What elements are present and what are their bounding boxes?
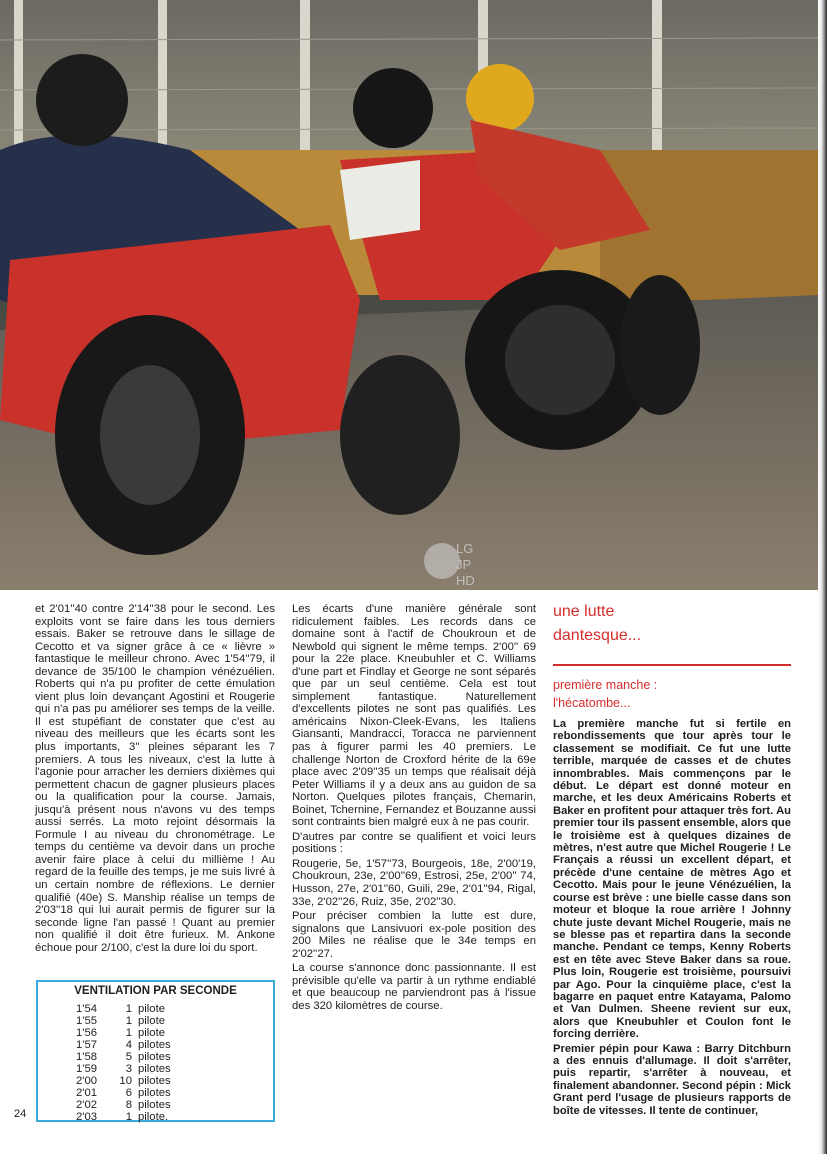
subtitle <box>553 676 791 712</box>
paragraph: Rougerie, 5e, 1'57''73, Bourgeois, 18e, 2'00'19, Choukroun, 23e, 2'00''69, Estrosi, 25e, 2'00'' 74, Husson, 27e, 2'01''60, Guili, 29e, 2'01''94, Rigal, 33e, 2'02''26, Ruiz, 35e, 2'02''30. <box>292 857 536 908</box>
ventilation-count: 3 <box>125 1063 132 1075</box>
page-number: 24 <box>14 1108 27 1120</box>
ventilation-unit: pilote <box>138 1015 166 1027</box>
paragraph: Pour préciser combien la lutte est dure, signalons que Lansivuori ex-pole position des 200 Miles ne réalise que le 34e temps en 2'02''27. <box>292 910 536 960</box>
ventilation-row <box>76 1003 171 1015</box>
ventilation-unit: pilote. <box>138 1111 169 1123</box>
section-body <box>553 718 791 1117</box>
section-title-line2: dantesque... <box>553 627 642 644</box>
ventilation-count: 8 <box>125 1099 132 1111</box>
title-divider <box>553 664 791 666</box>
ventilation-count: 1 <box>125 1027 132 1039</box>
ventilation-unit: pilotes <box>138 1099 171 1111</box>
ventilation-row <box>76 1075 171 1087</box>
ventilation-unit: pilote <box>138 1003 166 1015</box>
ventilation-count: 6 <box>125 1087 132 1099</box>
ventilation-time: 1'59 <box>76 1063 98 1075</box>
svg-text:LG: LG <box>456 541 474 556</box>
ventilation-row <box>76 1063 171 1075</box>
page-edge <box>818 0 827 1154</box>
ventilation-row <box>76 1051 171 1063</box>
ventilation-title: VENTILATION PAR SECONDE <box>74 985 237 997</box>
paragraph: La course s'annonce donc passionnante. Il est prévisible qu'elle va partir à un rythme endiablé et que beaucoup ne parviendront pas à l'issue des 320 kilomètres de course. <box>292 962 536 1012</box>
ventilation-row <box>76 1015 171 1027</box>
ventilation-table <box>76 1003 171 1123</box>
ventilation-time: 2'02 <box>76 1099 98 1111</box>
ventilation-unit: pilotes <box>138 1039 171 1051</box>
paragraph: D'autres par contre se qualifient et voici leurs positions : <box>292 830 536 856</box>
paragraph: Les écarts d'une manière générale sont ridiculement faibles. Les records dans ce domaine sont à l'actif de Choukroun et de Newbold qui signent le même temps. 2'00'' 69 pour la 22e place. Kneubuhler et C. Williams d'une part et Findlay et George ne sont séparés que par un seul centième. Cela est tout simplement fantastique. Naturellement d'excellents pilotes ne sont pas qualifiés. Les américains Nixon-Cleek-Evans, les Italiens Giansanti, Mandracci, Toracca ne parviennent pas à figurer parmi les 40 premiers. Le challenge Norton de Croxford hérite de la 69e place avec 2'09''35 un temps que réalisait déjà Peter Williams il y a deux ans au guidon de sa Norton. Quelques pilotes français, Chemarin, Boinet, Tchernine, Fernandez et Bouzanne aussi sont contraints bien malgré eux à ne pas courir. <box>292 603 536 829</box>
subtitle-line2: l'hécatombe... <box>553 696 631 710</box>
ventilation-time: 1'57 <box>76 1039 98 1051</box>
ventilation-count: 10 <box>119 1075 132 1087</box>
ventilation-row <box>76 1027 171 1039</box>
ventilation-unit: pilotes <box>138 1051 171 1063</box>
paragraph: et 2'01''40 contre 2'14''38 pour le second. Les exploits vont se faire dans les tous derniers essais. Baker se retrouve dans le sillage de Cecotto et va signer grâce à ce « lièvre » fantastique le meilleur chrono. Avec 1'54''79, il devance de 35/100 le champion vénézuélien. Roberts qui n'a pu profiter de cette émulation vient plus loin devançant Agostini et Rougerie qui n'a pas pu améliorer ses temps de la veille. Il est stupéfiant de constater que c'est au niveau des meilleurs que les écarts sont les plus importants, 3'' pleines séparant les 7 premiers. A tous les niveaux, c'est la lutte à l'agonie pour arracher les derniers dixièmes qui permettent chacun de gagner plusieurs places ou la qualification pour la course. Jamais, jusqu'à présent nous n'avons vu des temps aussi serrés. La moto rejoint désormais la Formule I au niveau du chronométrage. Le temps du centième va devoir dans un proche avenir faire place à celui du millième ! Au regard de la feuille des temps, je me suis livré à un certain nombre de réflexions. Le dernier qualifié (40e) S. Manship réalise un temps de 2'03''18 qui lui aurait permis de figurer sur la seconde ligne l'an passé ! Quant au premier non qualifié il doit être furieux. M. Ankone échoue pour 2/100, c'est la dure loi du sport. <box>35 603 275 954</box>
paragraph: Premier pépin pour Kawa : Barry Ditchburn a des ennuis d'allumage. Il doit s'arrêter, puis repartir, s'arrêter à nouveau, et finalement abandonner. Second pépin : Mick Grant perd l'usage de plusieurs rapports de boîte de vitesses. Il tente de continuer, <box>553 1042 791 1117</box>
ventilation-row <box>76 1039 171 1051</box>
ventilation-count: 1 <box>125 1015 132 1027</box>
paragraph: La première manche fut si fertile en rebondissements que tour après tour le classement se modifiait. Ce fut une lutte terrible, marquée de casses et de chutes innombrables. Mais commençons par le début. Le départ est donné moteur en marche, et les deux Américains Roberts et Baker en profitent pour attaquer très fort. Au premier tour ils passent ensemble, alors que le troisième est à quelques dizaines de mètres, n'est autre que Michel Rougerie ! Le Français a réussi un excellent départ, et précède d'une centaine de mètres Ago et Cecotto. Mais pour le jeune Vénézuélien, la course est brève : une bielle casse dans son moteur et bloque la roue arrière ! Johnny chute juste devant Michel Rougerie, mais ne se blesse pas et repartira dans la seconde manche. Pendant ce temps, Kenny Roberts est en tête avec Steve Baker dans sa roue. Plus loin, Rougerie est troisième, poursuivi par Ago. Pour la cinquième place, c'est la bagarre en paquet entre Katayama, Palomo et Van Dulmen. Sheene revient sur eux, alors que Kneubuhler et Coulon font le forcing derrière. <box>553 718 791 1041</box>
svg-text:HD: HD <box>456 573 475 588</box>
ventilation-count: 1 <box>125 1111 132 1123</box>
watermark-icon <box>420 535 482 593</box>
article-column-2 <box>292 603 536 1015</box>
subtitle-line1: première manche : <box>553 678 658 692</box>
ventilation-time: 1'54 <box>76 1003 98 1015</box>
article-column-3 <box>553 600 791 1119</box>
ventilation-time: 2'01 <box>76 1087 98 1099</box>
ventilation-unit: pilotes <box>138 1075 171 1087</box>
ventilation-time: 2'03 <box>76 1111 98 1123</box>
section-title-line1: une lutte <box>553 603 615 620</box>
ventilation-count: 1 <box>125 1003 132 1015</box>
ventilation-row <box>76 1111 171 1123</box>
svg-text:JP: JP <box>456 557 472 572</box>
ventilation-time: 2'00 <box>76 1075 98 1087</box>
ventilation-count: 5 <box>125 1051 132 1063</box>
ventilation-count: 4 <box>125 1039 132 1051</box>
ventilation-box <box>36 980 275 1122</box>
ventilation-unit: pilote <box>138 1027 166 1039</box>
watermark-logo <box>420 535 482 593</box>
ventilation-row <box>76 1087 171 1099</box>
article-column-1 <box>35 603 275 956</box>
ventilation-time: 1'58 <box>76 1051 98 1063</box>
ventilation-row <box>76 1099 171 1111</box>
ventilation-time: 1'56 <box>76 1027 98 1039</box>
ventilation-unit: pilotes <box>138 1087 171 1099</box>
ventilation-unit: pilotes <box>138 1063 171 1075</box>
ventilation-time: 1'55 <box>76 1015 98 1027</box>
